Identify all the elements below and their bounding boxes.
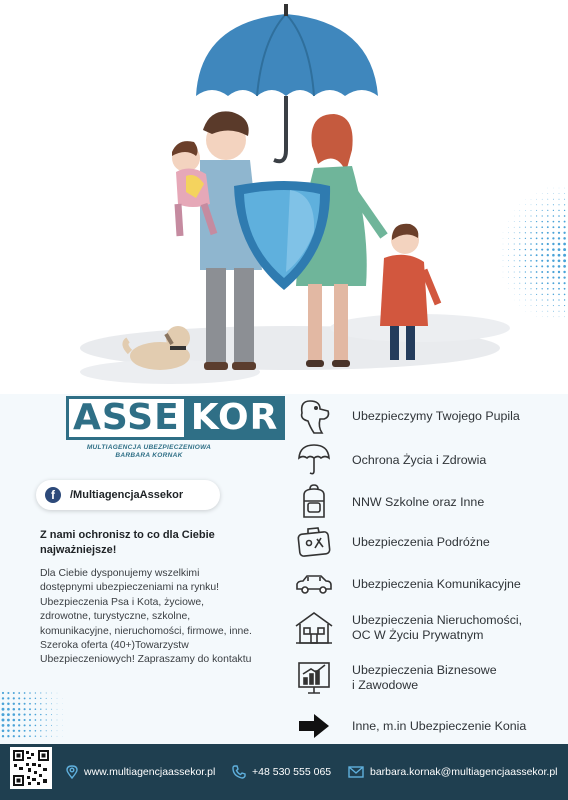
- arrow-right-icon: [288, 706, 340, 746]
- qr-code[interactable]: [10, 747, 52, 789]
- backpack-icon: [288, 482, 340, 522]
- phone-text: +48 530 555 065: [252, 766, 332, 778]
- service-label: Ubezpieczymy Twojego Pupila: [352, 408, 520, 423]
- website-text: www.multiagencjaassekor.pl: [84, 766, 216, 778]
- services-list: [288, 394, 558, 744]
- hero-illustration: [0, 0, 568, 394]
- footer-phone[interactable]: [232, 744, 331, 800]
- location-pin-icon: [66, 765, 78, 779]
- service-item-travel: [288, 522, 558, 562]
- logo-owner-name: BARBARA KORNAK: [115, 452, 183, 459]
- service-label: Ubezpieczenia Podróżne: [352, 534, 490, 549]
- service-label: Inne, m.in Ubezpieczenie Konia: [352, 718, 527, 733]
- facebook-icon: f: [45, 487, 61, 503]
- phone-icon: [232, 765, 246, 779]
- footer-email[interactable]: [348, 744, 558, 800]
- contact-footer: [0, 744, 568, 800]
- facebook-handle: /MultiagencjaAssekor: [70, 489, 184, 501]
- dog-icon: [288, 396, 340, 436]
- service-label: Ubezpieczenia Komunikacyjne: [352, 576, 521, 591]
- footer-website[interactable]: [66, 744, 215, 800]
- description-paragraph-1: Dla Ciebie dysponujemy wszelkimi dostępnymi ubezpieczeniami na rynku! Ubezpieczenia Psa i Kota, życiowe, zdrowotne, turystyczne, szkolne, komunikacyjne, nieruchomości, firmowe, inne.: [40, 568, 252, 637]
- service-label: Ochrona Życia i Zdrowia: [352, 452, 487, 467]
- description: [40, 567, 255, 668]
- service-item-other: [288, 706, 558, 746]
- family-umbrella-illustration: [0, 0, 568, 394]
- tagline: Z nami ochronisz to co dla Ciebie najważniejsze!: [40, 529, 215, 556]
- business-chart-icon: [288, 658, 340, 698]
- logo-text-left: ASSE: [66, 396, 184, 440]
- house-icon: [288, 608, 340, 648]
- car-icon: [288, 564, 340, 604]
- email-text: barbara.kornak@multiagencjaassekor.pl: [370, 766, 558, 778]
- assekor-logo: [66, 397, 279, 459]
- service-label: NNW Szkolne oraz Inne: [352, 494, 485, 509]
- logo-text-right: KOR: [184, 396, 286, 440]
- service-label: Ubezpieczenia Biznesowe i Zawodowe: [352, 663, 497, 692]
- umbrella-icon: [288, 440, 340, 480]
- email-envelope-icon: [348, 766, 364, 778]
- service-item-property: [288, 608, 558, 648]
- service-item-business: [288, 658, 558, 698]
- description-paragraph-2: Szeroka oferta (40+)Towarzystw Ubezpieczeniowych! Zapraszamy do kontaktu: [40, 640, 252, 666]
- service-item-pets: [288, 396, 558, 436]
- suitcase-icon: [288, 522, 340, 562]
- decorative-dots-right: [500, 185, 568, 325]
- service-label: Ubezpieczenia Nieruchomości, OC W Życiu Prywatnym: [352, 613, 523, 642]
- service-item-motor: [288, 564, 558, 604]
- service-item-life-health: [288, 440, 558, 480]
- logo-subtitle: MULTIAGENCJA UBEZPIECZENIOWA: [86, 444, 212, 451]
- service-item-school: [288, 482, 558, 522]
- decorative-dots-left: [0, 690, 70, 744]
- facebook-link[interactable]: [36, 480, 220, 510]
- logo-wordmark: [66, 397, 279, 440]
- qr-code-icon: [12, 749, 50, 787]
